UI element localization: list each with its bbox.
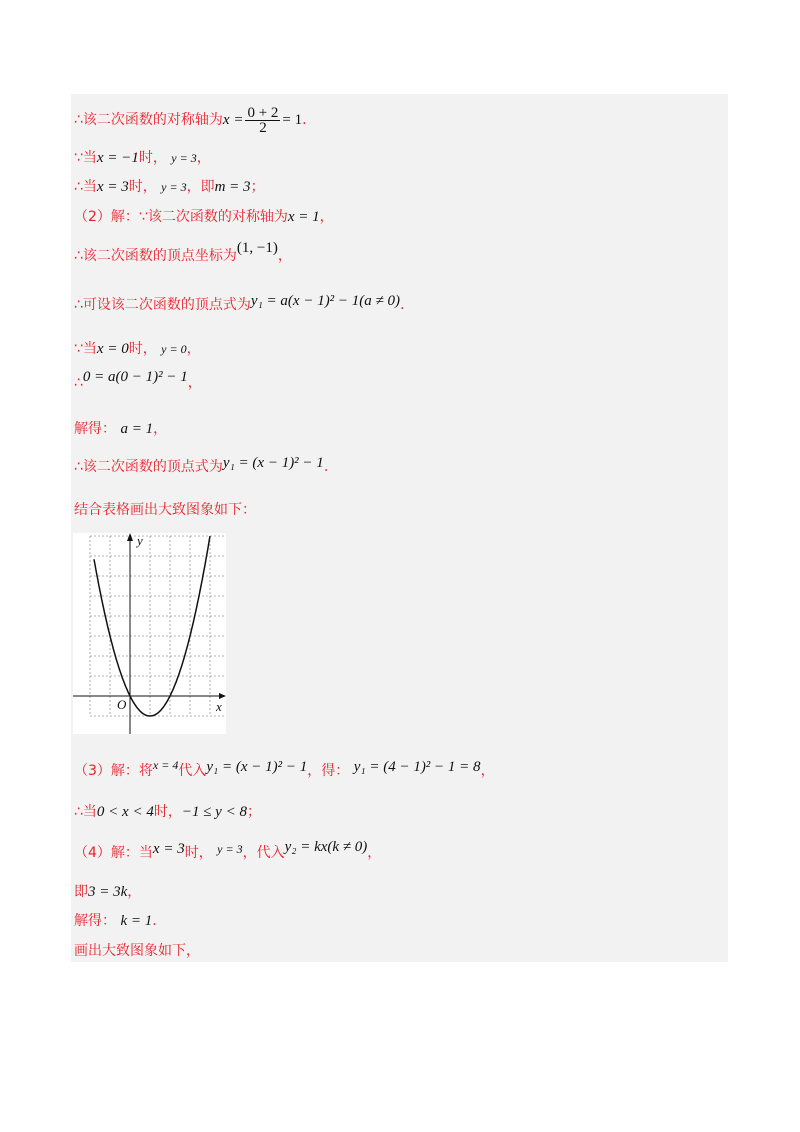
- y-axis-label: y: [137, 533, 143, 548]
- l3-y: y = 3: [161, 180, 187, 194]
- l5-end: ，: [277, 248, 292, 264]
- l13-cond: 0 < x < 4: [96, 804, 154, 820]
- l2-time: 时，: [138, 150, 167, 166]
- line-when-x-neg1: [74, 148, 211, 168]
- l16-text: 解得：: [74, 913, 116, 929]
- line-axis-of-symmetry: [74, 106, 307, 135]
- l10-text: ∴该二次函数的顶点式为: [74, 459, 223, 475]
- l10-end: .: [323, 459, 329, 475]
- line-vertex-form: [74, 295, 404, 315]
- line-substitute: [74, 369, 202, 393]
- l9-eq: a = 1: [120, 421, 154, 437]
- line-final-form: [74, 457, 328, 477]
- line-when-x-3: [74, 177, 265, 197]
- l15-end: ，: [127, 884, 142, 900]
- l3-cond: x = 3: [96, 179, 129, 195]
- l14-formula: y₂ = kx(k ≠ 0): [284, 839, 368, 855]
- l14-time: 时，: [184, 845, 213, 861]
- l4-eq: x = 1: [287, 209, 320, 225]
- origin-label: O: [117, 697, 127, 712]
- l1-end: .: [302, 111, 307, 128]
- line-draw-graph: 结合表格画出大致图象如下：: [74, 502, 256, 518]
- l8-eq: 0 = a(0 − 1)² − 1: [82, 369, 188, 385]
- l1-lhs: x =: [222, 111, 244, 128]
- l1-rhs: = 1: [282, 111, 303, 128]
- l3-text: ∴当: [74, 179, 97, 195]
- l5-point: (1, −1): [236, 240, 278, 256]
- l14-text: （4）解：当: [74, 845, 153, 861]
- l9-text: 解得：: [74, 421, 116, 437]
- line-when-x-0: [74, 339, 201, 359]
- parabola-curve: [94, 536, 210, 716]
- line-solve-a: [74, 419, 167, 439]
- line-3-eq-3k: [74, 882, 141, 902]
- l1-text: ∴该二次函数的对称轴为: [74, 111, 223, 128]
- l2-text: ∵当: [74, 150, 97, 166]
- l5-text: ∴该二次函数的顶点坐标为: [74, 248, 237, 264]
- y-axis-arrow-icon: [127, 533, 133, 541]
- line-part4: [74, 839, 382, 863]
- l3-time: 时，: [128, 179, 157, 195]
- l6-formula: y₁ = a(x − 1)² − 1(a ≠ 0): [250, 293, 401, 309]
- line-solve-k: [74, 911, 157, 931]
- l16-eq: k = 1: [120, 913, 153, 929]
- l7-y: y = 0: [161, 342, 187, 356]
- l7-end: ，: [186, 341, 201, 357]
- l13-time: 时，: [153, 804, 182, 820]
- l9-end: ，: [153, 421, 168, 437]
- line-part3: [74, 758, 495, 781]
- l2-y: y = 3: [171, 151, 197, 165]
- l1-denominator: 2: [259, 120, 267, 136]
- l3-m: m = 3: [214, 179, 251, 195]
- l12-mid: 代入: [178, 763, 207, 779]
- l16-end: .: [152, 913, 157, 929]
- l12-end: ，: [480, 763, 495, 779]
- l14-y: y = 3: [217, 842, 243, 856]
- line-draw-graph-2: 画出大致图象如下，: [74, 943, 200, 959]
- l3-end: ；: [250, 179, 265, 195]
- l1-numerator: 0 + 2: [247, 105, 279, 121]
- l6-end: .: [400, 297, 405, 313]
- l3-mid: ，即: [186, 179, 215, 195]
- line-range: [74, 802, 261, 822]
- l2-cond: x = −1: [96, 150, 139, 166]
- l14-mid: ，代入: [242, 845, 285, 861]
- x-axis-label: x: [216, 699, 222, 714]
- l14-end: ，: [367, 845, 382, 861]
- l12-text: （3）解：将: [74, 763, 153, 779]
- l2-end: ，: [196, 150, 211, 166]
- l13-range: −1 ≤ y < 8: [181, 804, 247, 820]
- l7-time: 时，: [128, 341, 157, 357]
- l12-x: x = 4: [152, 758, 179, 772]
- line-vertex: [74, 240, 292, 266]
- l7-text: ∵当: [74, 341, 97, 357]
- parabola-graph: [73, 533, 226, 734]
- l1-fraction: [245, 106, 280, 135]
- l8-text: ∴: [74, 375, 83, 391]
- line-part2-axis: [74, 207, 334, 227]
- l4-end: ，: [319, 209, 334, 225]
- l12-mid2: ，得：: [307, 763, 350, 779]
- l4-text: （2）解：∵该二次函数的对称轴为: [74, 209, 288, 225]
- l15-eq: 3 = 3k: [88, 884, 128, 900]
- l10-formula: y₁ = (x − 1)² − 1: [222, 455, 324, 471]
- l12-result: y₁ = (4 − 1)² − 1 = 8: [353, 759, 481, 775]
- l13-text: ∴当: [74, 804, 97, 820]
- l13-end: ；: [246, 804, 261, 820]
- l8-end: ，: [187, 375, 202, 391]
- parabola-graph-svg: [73, 533, 226, 734]
- l15-text: 即: [74, 884, 88, 900]
- l7-cond: x = 0: [96, 341, 129, 357]
- l14-x: x = 3: [152, 841, 185, 857]
- l12-formula: y₁ = (x − 1)² − 1: [206, 759, 308, 775]
- l6-text: ∴可设该二次函数的顶点式为: [74, 297, 251, 313]
